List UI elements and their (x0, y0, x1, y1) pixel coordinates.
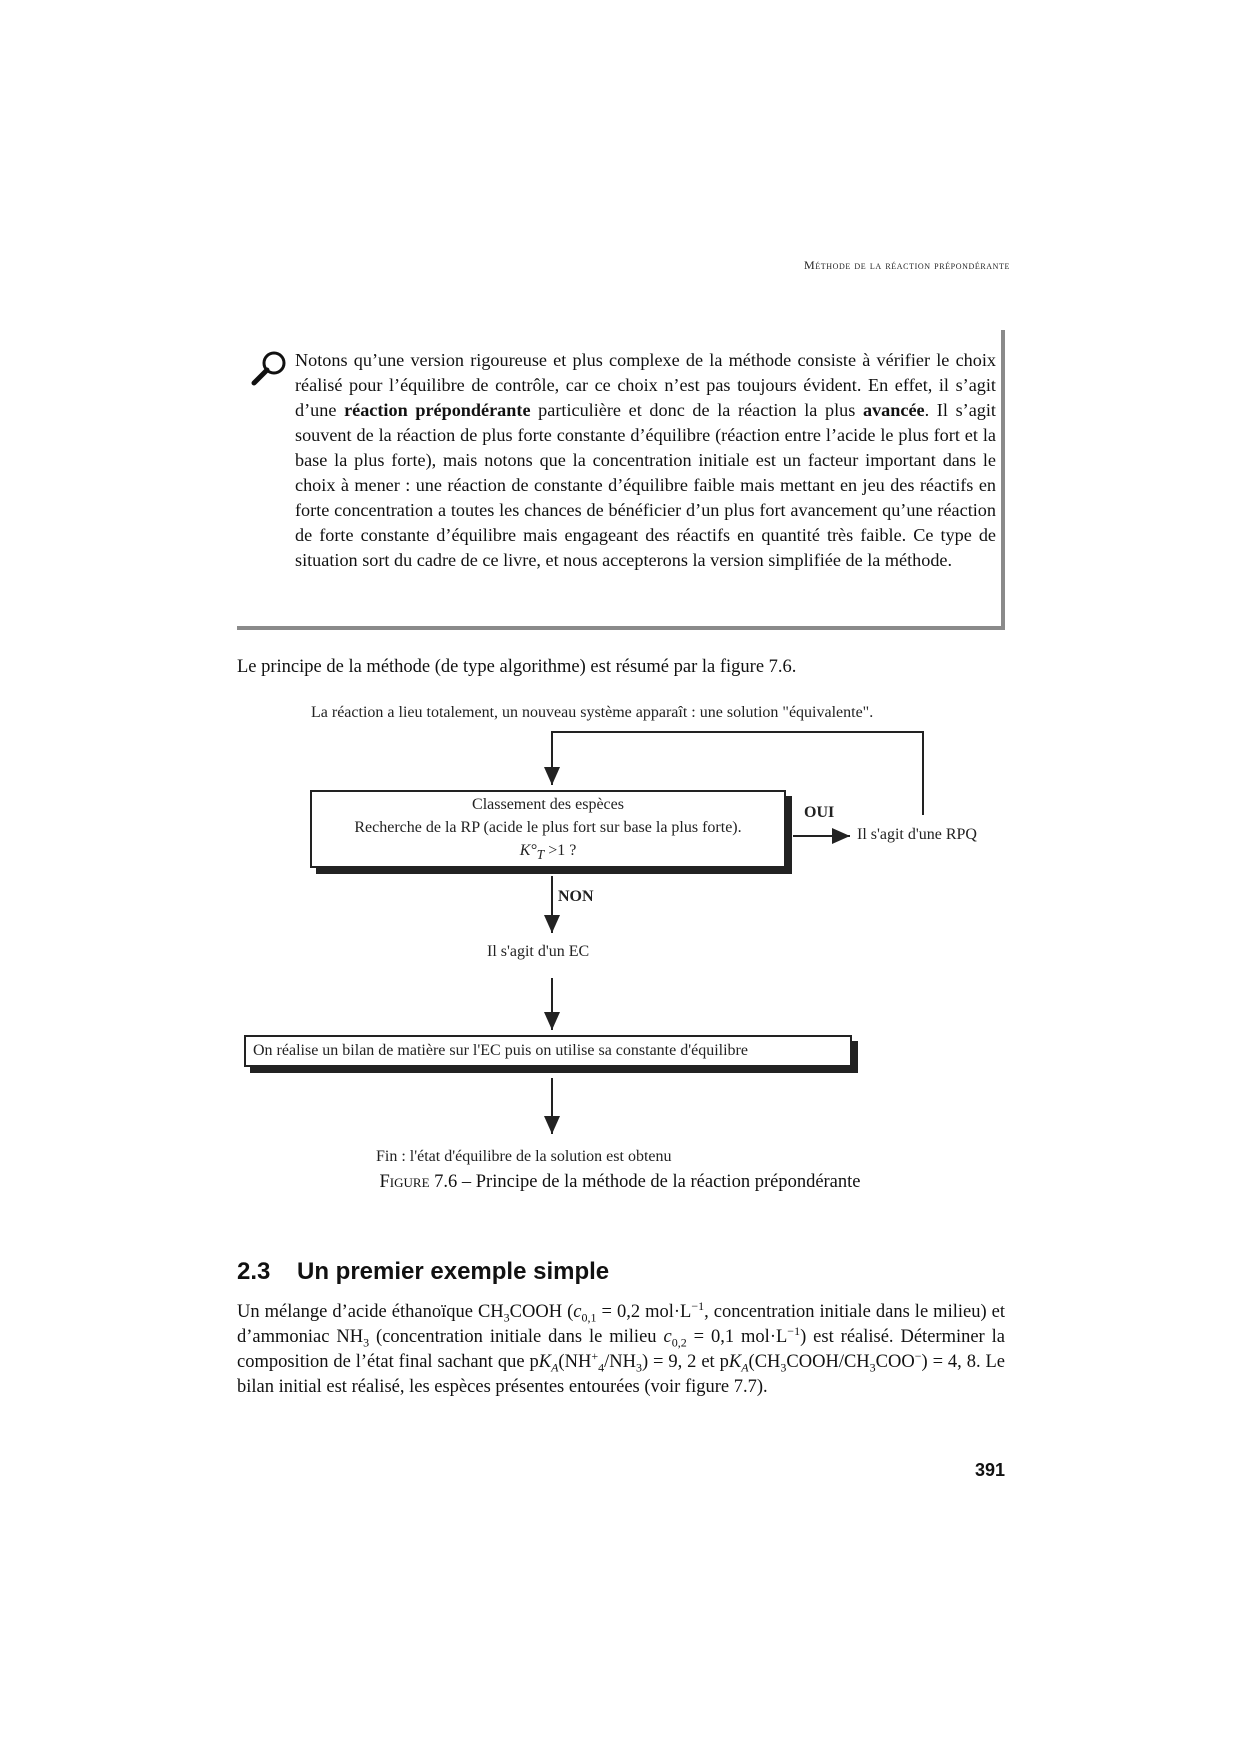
remark-text: Notons qu’une version rigoureuse et plus complexe de la méthode consiste à vérifier le choix réalisé pour l’équilibre de contrôle, car ce choix n’est pas toujours évident. En effet, il s’agit d’une réaction prépondérante particulière et donc de la réaction la plus avancée. Il s’agit souvent de la réaction de plus forte constante d’équilibre (réaction entre l’acide le plus fort et la base la plus forte), mais notons que la concentration initiale est un facteur important dans le choix à mener : une réaction de constante d’équilibre faible mais mettant en jeu des réactifs en forte concentration a toutes les chances de bénéficier d’un plus fort avancement qu’une réaction de forte constante d’équilibre mais engageant des réactifs en quantité très faible. Ce type de situation sort du cadre de ce livre, et nous accepterons la version simplifiée de la méthode. (295, 350, 996, 570)
flowchart-top-label: La réaction a lieu totalement, un nouveau système apparaît : une solution "équivalente". (311, 704, 874, 721)
figure-caption: Figure 7.6 – Principe de la méthode de la réaction prépondérante (379, 1172, 861, 1192)
rpq-label: Il s'agit d'une RPQ (857, 826, 977, 843)
flowchart-action-box: On réalise un bilan de matière sur l'EC puis on utilise sa constante d'équilibre (244, 1035, 852, 1067)
section-heading: 2.3 Un premier exemple simple (237, 1258, 610, 1285)
running-header: Méthode de la réaction prépondérante (803, 258, 1010, 272)
ec-label: Il s'agit d'un EC (487, 943, 590, 960)
intro-sentence: Le principe de la méthode (de type algorithme) est résumé par la figure 7.6. (237, 657, 797, 677)
term-reaction-preponderante: réaction prépondérante (344, 400, 531, 420)
page-number: 391 (974, 1460, 1005, 1480)
non-label: NON (558, 888, 594, 905)
flowchart-decision-box (310, 790, 786, 868)
box1-line2: Recherche de la RP (acide le plus fort sur base la plus forte). (354, 819, 742, 836)
flowchart-end-label: Fin : l'état d'équilibre de la solution est obtenu (376, 1148, 672, 1165)
oui-label: OUI (804, 804, 835, 821)
box1-condition: $K^\circ_T >1$ ? (519, 842, 577, 863)
remark-box (237, 330, 1005, 630)
term-avancee: avancée (862, 400, 925, 420)
example-paragraph: Un mélange d’acide éthanoïque $CH_3COOH$ ($c_{0,1} = 0,2$ $mol\cdot L^{-1}$, concentration initiale dans le milieu) et d’ammoniac $NH_3$ (concentration initiale dans le milieu $c_{0,2} = 0,1$ $mol\cdot L^{-1}$) est réalisé. Déterminer la composition de l’état final sachant que $pK_A(NH^+_4/NH_3) = 9$, 2 et $pK_A(CH_3COOH/CH_3COO^-) = 4$, 8. Le bilan initial est réalisé, les espèces présentes entourées (voir figure 7.7). (237, 1298, 1006, 1397)
box1-line1: Classement des espèces (472, 796, 624, 813)
magnifier-icon (249, 348, 289, 388)
